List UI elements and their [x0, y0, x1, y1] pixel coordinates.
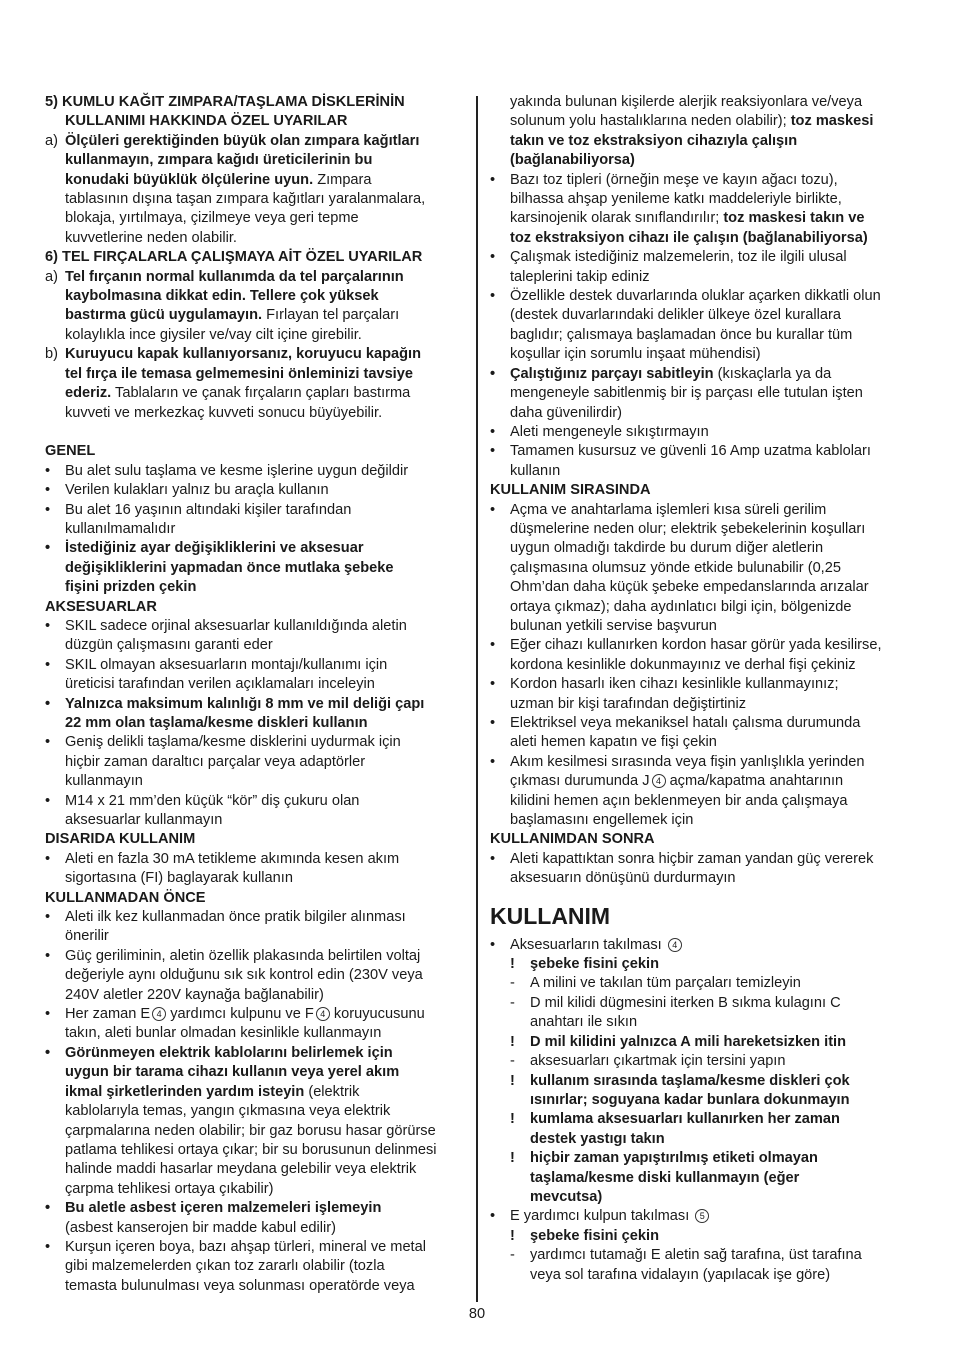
text-line: kordona kesinlikle dokunmayınız ve derhal fişi çekiniz: [510, 656, 856, 673]
figure-ref-circle: 4: [668, 938, 682, 952]
exclamation-icon: !: [510, 1227, 515, 1244]
list-item: [45, 1199, 463, 1238]
text-regular: E yardımcı kulpun takılması: [510, 1208, 690, 1225]
text-line: Tel fırçanın normal kullanımda da tel parçalarının: [65, 268, 404, 285]
text-line: (destek duvarlarındaki delikler ülkeye özel kurallara: [510, 307, 841, 324]
list-item: [45, 1005, 463, 1044]
list-item: [45, 617, 463, 656]
bullet: •: [490, 715, 496, 731]
bullet: •: [490, 443, 496, 460]
text-line: üreticisi tarafından verilen açıklamaları inceleyin: [65, 676, 375, 693]
bullet: •: [45, 947, 51, 964]
exclamation-icon: !: [510, 1033, 515, 1050]
text-line: yardımcı tutamağı E aletin sağ tarafına, üst tarafına: [530, 1247, 862, 1264]
item-marker: a): [45, 268, 58, 285]
text-line: Görünmeyen elektrik kablolarını belirlemek için: [65, 1044, 393, 1061]
warning-item: [510, 955, 910, 974]
column-divider: [476, 96, 478, 1302]
text-line: Özellikle destek duvarlarında oluklar açarken dikkatli olun: [510, 288, 881, 305]
section-genel-title: GENEL: [45, 443, 96, 460]
text-line: takın, aleti bunlar olmadan kesinlikle kullanmayın: [65, 1025, 382, 1042]
section-disarida-title: DISARIDA KULLANIM: [45, 831, 196, 848]
text-line: Ölçüleri gerektiğinden büyük olan zımpara kağıtları: [65, 132, 420, 149]
text-line: bulunan yetkili servise başvurun: [510, 617, 717, 634]
bullet: •: [45, 1044, 51, 1061]
text-regular: solunum yolu hastalıklarına neden olabilir);: [510, 113, 787, 130]
text-line: blokaja, yırtılmaya, çizilmeye veya geri tepme: [65, 210, 359, 227]
list-item: [490, 365, 910, 423]
bullet: •: [45, 501, 51, 518]
bullet: •: [490, 249, 496, 266]
section-kullanim-sirasinda-title: KULLANIM SIRASINDA: [490, 482, 651, 499]
text-line: baglıdır; çalısmaya başlamadan önce bu kurallar tüm: [510, 326, 853, 343]
exclamation-icon: !: [510, 1150, 515, 1167]
figure-ref-circle: 4: [316, 1007, 330, 1021]
text-line: halinde maddi hasarlar meydana gelebilir veya elektrik: [65, 1161, 417, 1178]
list-item: [45, 1044, 463, 1199]
dash: -: [510, 975, 515, 992]
figure-ref-circle: 5: [695, 1209, 709, 1223]
text-bold: toz maskesi takın ve: [719, 210, 865, 227]
list-item: [490, 675, 910, 714]
bullet: •: [45, 482, 51, 499]
right-column: [490, 93, 910, 1285]
text-line: aleti hemen kapatın ve fişi çekin: [510, 734, 717, 751]
bullet: •: [490, 637, 496, 654]
text-line: Bu alet 16 yaşının altındaki kişiler tarafından: [65, 501, 352, 518]
text-line: yakında bulunan kişilerde alerjik reaksiyonlara ve/veya: [510, 94, 863, 110]
list-item: [490, 171, 910, 249]
text-line: sigortasına (FI) baglayarak kullanın: [65, 870, 293, 887]
text-regular: açma/kapatma anahtarının: [665, 773, 844, 790]
exclamation-icon: !: [510, 1111, 515, 1128]
text-line: Yalnızca maksimum kalınlığı 8 mm ve mil deliği çapı: [65, 695, 425, 712]
text-line: Aleti ilk kez kullanmadan önce pratik bilgiler alınması: [65, 909, 406, 926]
text-regular: Zımpara: [313, 171, 372, 188]
text-line: toz ekstraksiyon cihazı ile çalışın (bağlanabiliyorsa): [510, 229, 868, 246]
list-item: [45, 501, 463, 540]
text-line: çarpma tehlikesi ortaya çıkabilir): [65, 1180, 274, 1197]
bullet: •: [45, 462, 51, 479]
text-line: veya sol tarafına vidalayın (yapılacak işe göre): [530, 1266, 831, 1283]
list-item: [490, 248, 910, 287]
step-item: [510, 994, 910, 1033]
left-column: [45, 93, 463, 1296]
list-item: [45, 1238, 463, 1296]
list-item: [45, 539, 463, 597]
list-item: [490, 850, 910, 889]
text-line: bilhassa ahşap yenileme katkı maddeleriyle birlikte,: [510, 191, 842, 208]
step-item: [510, 1052, 910, 1071]
list-item: [490, 1207, 910, 1226]
text-line: (asbest kanserojen bir madde kabul edilir): [65, 1219, 336, 1236]
page-number: 80: [468, 1306, 486, 1322]
text-regular: Aksesuarların takılması: [510, 936, 662, 953]
bullet: •: [45, 1006, 51, 1023]
text-line: Verilen kulakları yalnız bu araçla kullanın: [65, 482, 329, 499]
bullet: •: [45, 1200, 51, 1217]
text-line: Güç geriliminin, aletin özellik plakasında belirtilen voltaj: [65, 947, 421, 964]
text-line: Aleti en fazla 30 mA tetikleme akımında kesen akım: [65, 850, 400, 867]
text-line: 240V aletler 220V kaynağa bağlanabilir): [65, 986, 324, 1003]
dash: -: [510, 1247, 515, 1264]
text-line: M14 x 21 mm’den küçük “kör” diş çukuru olan: [65, 792, 360, 809]
section-kullanimdan-sonra-title: KULLANIMDAN SONRA: [490, 831, 655, 848]
text-line: A milini ve takılan tüm parçaları temizleyin: [530, 975, 801, 992]
section-kullanim-heading: KULLANIM: [490, 902, 611, 929]
text-line: çarpmalarına neden olabilir; bir gaz borusu hasar görürse: [65, 1122, 436, 1139]
text-line: Elektriksel veya mekaniksel hatalı çalısma durumunda: [510, 715, 861, 731]
text-line: değeriyle aynı olduğunu sık sık kontrol edin (230V veya: [65, 967, 423, 984]
text-line: Aleti mengeneyle sıkıştırmayın: [510, 423, 709, 440]
list-item: [490, 714, 910, 753]
list-item: [490, 287, 910, 365]
text-line: aksesuarın dönüşünü durdurmayın: [510, 870, 736, 887]
warning-item: [510, 1033, 910, 1052]
text-line: koşullar için sorumlu inşaat mühendisi): [510, 346, 761, 363]
text-line: hiçbir zaman yapıştırılmış etiketi olmayan: [530, 1150, 818, 1167]
bullet: •: [45, 850, 51, 867]
text-line: şebeke fisini çekin: [530, 956, 659, 973]
text-line: düzgün çalışmasını garanti eder: [65, 637, 273, 654]
section-5-item-a: [45, 132, 463, 248]
warning-item: [510, 1149, 910, 1207]
text-line: Ohm’dan daha küçük şebeke empedanslarında arızalar: [510, 579, 869, 596]
section-aksesuarlar-title: AKSESUARLAR: [45, 598, 157, 615]
dash: -: [510, 1053, 515, 1070]
text-regular: (elektrik: [304, 1083, 360, 1100]
list-item: [45, 947, 463, 1005]
list-item: [45, 792, 463, 831]
text-line: anahtarı ile sıkın: [530, 1014, 638, 1031]
text-line: SKIL olmayan aksesuarların montajı/kullanımı için: [65, 656, 388, 673]
text-line: kolaylıkla ince giysiler ve/vay cilt içine girebilir.: [65, 326, 362, 343]
list-item: [490, 753, 910, 831]
text-regular: karsinojenik olarak sınıflandırılır;: [510, 210, 720, 227]
text-line: Kurşun içeren boya, bazı ahşap türleri, mineral ve metal: [65, 1238, 426, 1255]
text-line: Akım kesilmesi sırasında veya fişin yanlışlıkla yerinden: [510, 753, 865, 770]
text-line: 22 mm olan taşlama/kesme diskleri kullanın: [65, 714, 368, 731]
text-regular: çıkması durumunda J: [510, 773, 650, 790]
text-line: kablolarıyla temas, yangın çıkmasına veya elektrik: [65, 1103, 391, 1120]
text-regular: (kıskaçlarla ya da: [713, 365, 832, 382]
text-bold: ikmal şirketlerinden yardım isteyin: [65, 1083, 305, 1100]
bullet: •: [45, 909, 51, 926]
section-6-title: 6) TEL FIRÇALARLA ÇALIŞMAYA AİT ÖZEL UYARILAR: [45, 249, 423, 266]
text-line: gibi malzemelerden çıkan toz zararlı olabilir (tozla: [65, 1258, 385, 1275]
text-line: temasta bulunulması veya solunması operatörde veya: [65, 1277, 415, 1294]
bullet: •: [490, 288, 496, 305]
list-item: [45, 462, 463, 481]
text-bold: toz maskesi: [786, 113, 874, 130]
text-line: SKIL sadece orjinal aksesuarlar kullanıldığında aletin: [65, 617, 407, 634]
text-line: kullanmayın: [65, 773, 143, 790]
text-line: aksesuarları çıkartmak için tersini yapın: [530, 1053, 786, 1070]
text-line: İstediğiniz ayar değişikliklerini ve aksesuar: [65, 540, 364, 557]
text-regular: koruyucusunu: [329, 1006, 425, 1023]
text-regular: Her zaman E: [65, 1006, 151, 1023]
text-line: Kordon hasarlı iken cihazı kesinlikle kullanmayınız;: [510, 676, 839, 693]
text-line: önerilir: [65, 928, 109, 945]
bullet: •: [45, 792, 51, 809]
text-line: ısınırlar; soguyana kadar bunlara dokunmayın: [530, 1091, 850, 1108]
text-line: uygun olmadığı takdirde bu durum diğer aletlerin: [510, 540, 824, 557]
warning-item: [510, 1072, 910, 1111]
list-item: [490, 423, 910, 442]
text-regular: Fırlayan tel parçaları: [262, 307, 400, 324]
text-bold: bastırma gücü uygulamayın.: [65, 307, 263, 324]
text-line: şebeke fisini çekin: [530, 1227, 659, 1244]
text-line: uygun bir tarama cihazı kullanın veya yerel akım: [65, 1064, 400, 1081]
bullet: •: [490, 676, 496, 693]
text-line: (bağlanabiliyorsa): [510, 152, 635, 169]
text-line: fişini prizden çekin: [65, 579, 197, 596]
bullet: •: [490, 171, 496, 188]
text-line: Geniş delikli taşlama/kesme disklerini uydurmak için: [65, 734, 401, 751]
text-line: aksesuarlar kullanmayın: [65, 812, 223, 829]
text-line: patlama tehlikesi ortaya çıkar; bir su borusunun delinmesi: [65, 1141, 437, 1158]
text-regular: yardımcı kulpunu ve F: [166, 1006, 314, 1023]
text-line: tel fırça ile temasa gelmemesini önleminizi tavsiye: [65, 365, 413, 382]
exclamation-icon: !: [510, 1072, 515, 1089]
text-line: ortaya çıkmaz); daha aydınlatıcı bilgi için, bölgenizde: [510, 598, 852, 615]
text-line: D mil kilidi dügmesini iterken B sıkma kulagını C: [530, 994, 841, 1011]
list-item: [490, 442, 910, 481]
text-line: kilidini hemen açın beklenmeyen bir anda çalışmaya: [510, 792, 848, 809]
text-line: kullanılmamalıdır: [65, 520, 176, 537]
list-item: [45, 695, 463, 734]
section-5-title-line1: 5) KUMLU KAĞIT ZIMPARA/TAŞLAMA DİSKLERİNİN: [45, 94, 405, 110]
text-line: uzman bir kişi tarafından değiştirtiniz: [510, 695, 747, 712]
text-line: mevcutsa): [530, 1188, 603, 1205]
bullet: •: [45, 656, 51, 673]
bullet: •: [490, 850, 496, 867]
text-line: kaybolmasına dikkat edin. Tellere çok yüksek: [65, 288, 379, 305]
list-item: [490, 936, 910, 955]
text-line: değişikliklerini yapmadan önce mutlaka şebeke: [65, 559, 394, 576]
bullet: •: [490, 753, 496, 770]
warning-item: [510, 1110, 910, 1149]
bullet: •: [45, 695, 51, 712]
text-line: başlamasını engellemek için: [510, 812, 694, 829]
text-line: kuvveti ve merkezkaç kuvveti sonucu büyüyebilir.: [65, 404, 383, 421]
bullet: •: [490, 365, 496, 382]
figure-ref-circle: 4: [152, 1007, 166, 1021]
text-line: daha güvenilirdir): [510, 404, 622, 421]
list-item: [490, 636, 910, 675]
text-line: kullanmayın, zımpara kağıdı üreticilerinin bu: [65, 152, 373, 169]
text-line: hiçbir zaman daraltıcı parçalar veya adaptörler: [65, 753, 366, 770]
text-line: Bazı toz tipleri (örneğin meşe ve kayın ağacı tozu),: [510, 171, 838, 188]
item-marker: b): [45, 346, 58, 363]
text-line: taleplerini takip ediniz: [510, 268, 650, 285]
text-line: Aleti kapattıktan sonra hiçbir zaman yandan güç vererek: [510, 850, 874, 867]
warning-item: [510, 1227, 910, 1246]
bullet: •: [45, 1238, 51, 1255]
section-5-title-line2: KULLANIMI HAKKINDA ÖZEL UYARILAR: [65, 113, 348, 130]
text-line: düşmelerine neden olur; elektrik şebekelerinin koşulları: [510, 520, 866, 537]
text-line: Bu aletle asbest içeren malzemeleri işlemeyin: [65, 1200, 382, 1217]
text-line: Açma ve anahtarlama işlemleri kısa süreli gerilim: [510, 501, 827, 518]
bullet: •: [45, 540, 51, 557]
text-line: Eğer cihazı kullanırken kordon hasar görür yada kesilirse,: [510, 637, 882, 654]
text-line: mengeneyle sabitlenmiş bir iş parçası elle tutulan işten: [510, 385, 863, 402]
text-line: Çalışmak istediğiniz malzemelerin, toz ile ilgili ulusal: [510, 249, 847, 266]
text-line: kullanın: [510, 462, 561, 479]
text-regular: Tablaların ve çanak fırçaların çapları bastırma: [111, 385, 411, 402]
text-line: destek yastıgı takın: [530, 1130, 665, 1147]
bullet: •: [490, 423, 496, 440]
list-item: [45, 908, 463, 947]
text-line: takın ve toz ekstraksiyon cihazıyla çalışın: [510, 132, 798, 149]
figure-ref-circle: 4: [652, 774, 666, 788]
text-line: kumlama aksesuarları kullanırken her zaman: [530, 1111, 840, 1128]
text-line: kullanım sırasında taşlama/kesme diskleri çok: [530, 1072, 850, 1089]
text-line: tablasının dışına taşan zımpara kağıtları yaralanmalara,: [65, 191, 426, 208]
text-line: Kuruyucu kapak kullanıyorsanız, koruyucu kapağın: [65, 346, 422, 363]
bullet: •: [45, 734, 51, 751]
exclamation-icon: !: [510, 956, 515, 973]
text-line: D mil kilidini yalnızca A mili hareketsizken itin: [530, 1033, 847, 1050]
text-line: Tamamen kusursuz ve güvenli 16 Amp uzatma kabloları: [510, 443, 871, 460]
text-bold: konudaki büyüklük ölçülerine uyun.: [65, 171, 314, 188]
list-item: [490, 501, 910, 637]
list-item: [45, 481, 463, 500]
list-item: [45, 656, 463, 695]
bullet: •: [490, 1208, 496, 1225]
dash: -: [510, 994, 515, 1011]
text-line: taşlama/kesme diski kullanmayın (eğer: [530, 1169, 800, 1186]
list-item: [45, 850, 463, 889]
bullet: •: [45, 617, 51, 634]
section-6-item-a: [45, 268, 463, 346]
text-bold: ederiz.: [65, 385, 112, 402]
text-line: Bu alet sulu taşlama ve kesme işlerine uygun değildir: [65, 462, 409, 479]
section-6-item-b: [45, 345, 463, 423]
bullet: •: [490, 936, 496, 953]
step-item: [510, 974, 910, 993]
step-item: [510, 1246, 910, 1285]
list-item: [45, 733, 463, 791]
item-marker: a): [45, 132, 58, 149]
bullet: •: [490, 501, 496, 518]
text-line: kuvvetlerine neden olabilir.: [65, 229, 237, 246]
text-bold: Çalıştığınız parçayı sabitleyin: [510, 365, 714, 382]
text-line: çalışmasına olumsuz yönde etkide bulunabilir (0,25: [510, 559, 841, 576]
section-kullanmadan-once-title: KULLANMADAN ÖNCE: [45, 889, 206, 906]
